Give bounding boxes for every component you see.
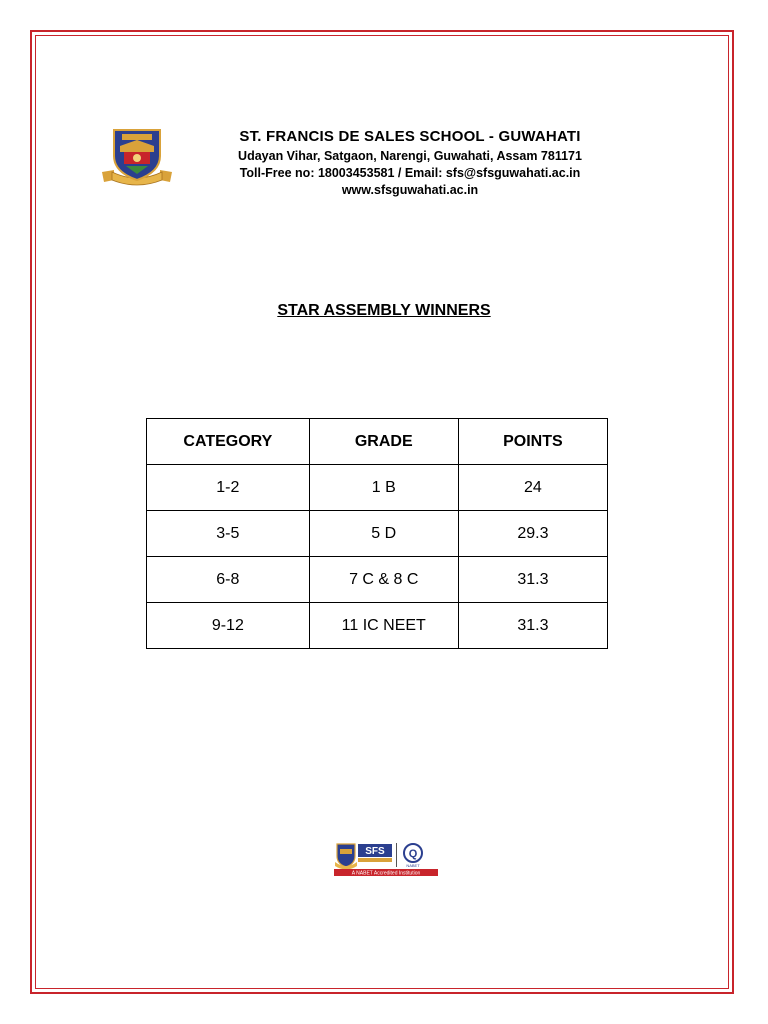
cell-category: 3-5 xyxy=(147,511,310,557)
cell-points: 31.3 xyxy=(458,557,607,603)
school-name: ST. FRANCIS DE SALES SCHOOL - GUWAHATI xyxy=(239,128,581,145)
school-contact: Toll-Free no: 18003453581 / Email: sfs@sfsguwahati.ac.in xyxy=(239,166,581,180)
cell-grade: 7 C & 8 C xyxy=(309,557,458,603)
cell-grade: 5 D xyxy=(309,511,458,557)
cell-category: 6-8 xyxy=(147,557,310,603)
nabet-badge-letter: Q xyxy=(408,848,418,860)
header-points: POINTS xyxy=(458,419,607,465)
nabet-badge-text: NABET xyxy=(406,863,420,868)
table-row xyxy=(147,465,608,511)
cell-points: 31.3 xyxy=(458,603,607,649)
school-header xyxy=(200,128,620,200)
footer-logo-text: SFS xyxy=(365,846,385,857)
table-row xyxy=(147,511,608,557)
cell-grade: 1 B xyxy=(309,465,458,511)
table-header-row xyxy=(147,419,608,465)
school-website: www.sfsguwahati.ac.in xyxy=(341,183,479,197)
header-category: CATEGORY xyxy=(147,419,310,465)
document-title: STAR ASSEMBLY WINNERS xyxy=(277,302,491,319)
cell-category: 1-2 xyxy=(147,465,310,511)
header-grade: GRADE xyxy=(309,419,458,465)
cell-category: 9-12 xyxy=(147,603,310,649)
table-row xyxy=(147,603,608,649)
table-row xyxy=(147,557,608,603)
winners-table xyxy=(146,418,608,649)
school-crest-icon xyxy=(100,126,174,188)
nabet-accreditation-logo xyxy=(334,840,440,878)
cell-grade: 11 IC NEET xyxy=(309,603,458,649)
cell-points: 24 xyxy=(458,465,607,511)
cell-points: 29.3 xyxy=(458,511,607,557)
footer-tagline: A NABET Accredited Institution xyxy=(351,870,421,877)
school-address: Udayan Vihar, Satgaon, Narengi, Guwahati, Assam 781171 xyxy=(238,149,582,163)
